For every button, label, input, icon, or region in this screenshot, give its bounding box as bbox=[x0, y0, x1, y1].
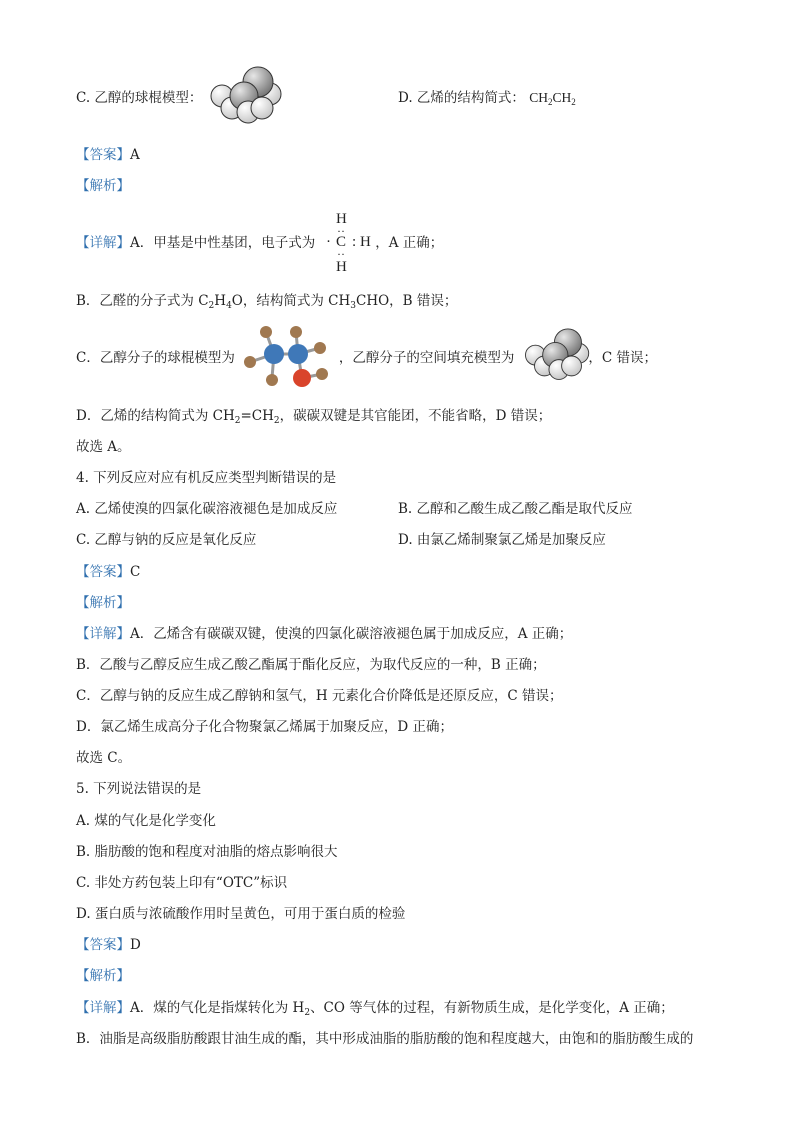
q3-detail-line-a: 【详解】A．甲基是中性基团，电子式为 ，A 正确； bbox=[76, 235, 444, 251]
q4-detail-line-c: C．乙醇与钠的反应生成乙醇钠和氢气，H 元素化合价降低是还原反应，C 错误； bbox=[76, 688, 563, 704]
q4-conclusion: 故选 C。 bbox=[76, 750, 132, 766]
methyl-lewis-bottom-dots: ·· bbox=[337, 247, 345, 261]
q5-option-b: B. 脂肪酸的饱和程度对油脂的熔点影响很大 bbox=[76, 844, 338, 860]
q5-answer: 【答案】D bbox=[76, 937, 141, 953]
q3-detail-line-c: C．乙醇分子的球棍模型为 ，乙醇分子的空间填充模型为 ，C 错误； bbox=[76, 350, 657, 366]
q3-conclusion: 故选 A。 bbox=[76, 439, 131, 455]
q4-detail-line-a: 【详解】A．乙烯含有碳碳双键，使溴的四氯化碳溶液褪色属于加成反应，A 正确； bbox=[76, 626, 573, 642]
q4-option-d: D. 由氯乙烯制聚氯乙烯是加聚反应 bbox=[398, 532, 606, 548]
ethanol-space-filling-model-icon bbox=[208, 66, 286, 128]
q4-answer: 【答案】C bbox=[76, 564, 141, 580]
ethanol-space-filling-model-icon-2 bbox=[522, 328, 594, 384]
q3-analysis-tag: 【解析】 bbox=[76, 178, 130, 194]
q4-option-b: B. 乙醇和乙酸生成乙酸乙酯是取代反应 bbox=[398, 501, 633, 517]
methyl-lewis-left-dot: · bbox=[326, 234, 331, 250]
methyl-lewis-right-dots: : bbox=[352, 234, 357, 250]
q5-detail-line-a: 【详解】A．煤的气化是指煤转化为 $H_2$、CO 等气体的过程，有新物质生成，是化学变化，A 正确； bbox=[76, 1000, 674, 1018]
q4-option-a: A. 乙烯使溴的四氯化碳溶液褪色是加成反应 bbox=[76, 501, 338, 517]
methyl-lewis-bottom-h: H bbox=[336, 259, 347, 275]
methyl-lewis-right-h: H bbox=[360, 234, 371, 250]
q3-answer: 【答案】A bbox=[76, 147, 140, 163]
q4-analysis-tag: 【解析】 bbox=[76, 595, 130, 611]
q4-stem: 4. 下列反应对应有机反应类型判断错误的是 bbox=[76, 470, 337, 486]
q4-option-c: C. 乙醇与钠的反应是氧化反应 bbox=[76, 532, 257, 548]
methyl-lewis-carbon: C bbox=[336, 234, 347, 250]
q5-option-a: A. 煤的气化是化学变化 bbox=[76, 813, 216, 829]
q5-analysis-tag: 【解析】 bbox=[76, 968, 130, 984]
q5-detail-line-b: B．油脂是高级脂肪酸跟甘油生成的酯，其中形成油脂的脂肪酸的饱和程度越大，由饱和的脂肪酸生成的 bbox=[76, 1031, 694, 1047]
q3-detail-line-d: D．乙烯的结构简式为 $CH_2=CH_2$，碳碳双键是其官能团，不能省略，D 错误； bbox=[76, 408, 552, 426]
option-d-label: D. 乙烯的结构简式： bbox=[398, 90, 525, 106]
option-c-text: C. 乙醇的球棍模型： bbox=[76, 90, 203, 106]
methyl-lewis-top-h: H bbox=[336, 211, 347, 227]
q5-option-d: D. 蛋白质与浓硫酸作用时呈黄色，可用于蛋白质的检验 bbox=[76, 906, 406, 922]
q4-detail-line-b: B．乙酸与乙醇反应生成乙酸乙酯属于酯化反应，为取代反应的一种，B 正确； bbox=[76, 657, 546, 673]
q3-detail-line-b: B．乙醛的分子式为 $C_2H_4O$，结构简式为 $CH_3CHO$，B 错误； bbox=[76, 293, 458, 311]
methyl-lewis-top-dots: ·· bbox=[337, 224, 345, 238]
option-d-formula: $CH_2CH_2$ bbox=[529, 90, 576, 107]
q5-option-c: C. 非处方药包装上印有“OTC”标识 bbox=[76, 875, 288, 891]
q5-stem: 5. 下列说法错误的是 bbox=[76, 781, 202, 797]
option-d-text bbox=[398, 88, 576, 108]
ethanol-ball-stick-model-icon bbox=[238, 322, 338, 394]
q4-detail-line-d: D．氯乙烯生成高分子化合物聚氯乙烯属于加聚反应，D 正确； bbox=[76, 719, 453, 735]
